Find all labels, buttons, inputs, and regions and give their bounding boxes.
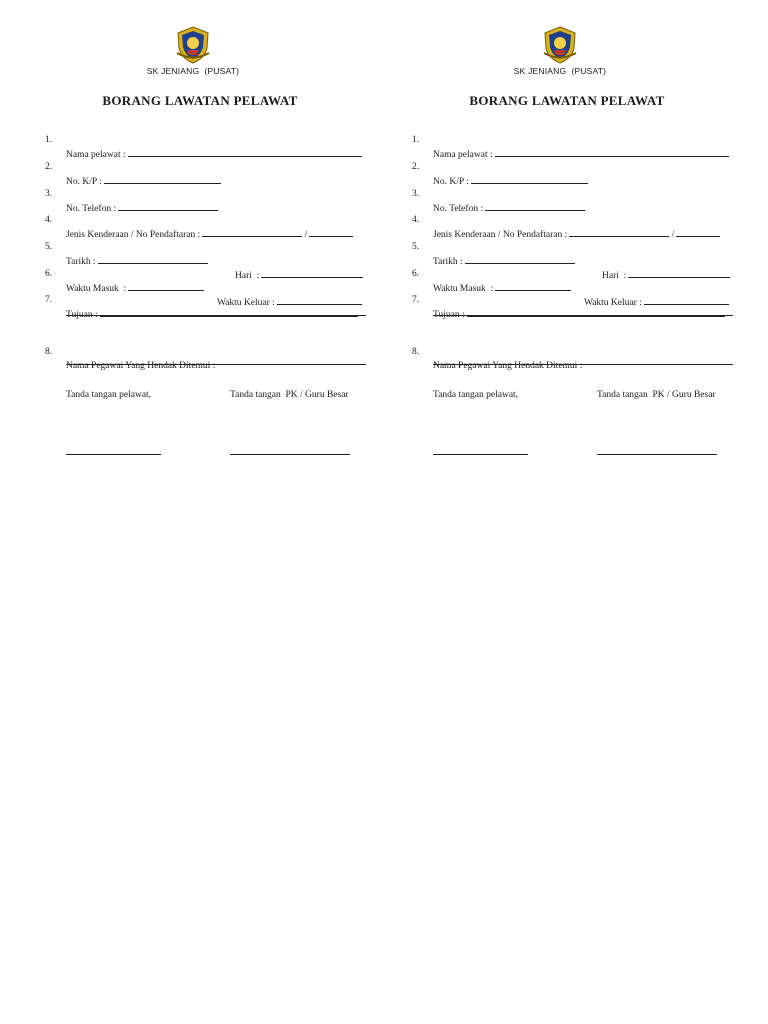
time-out-line[interactable] <box>277 295 362 305</box>
field-label: Nama Pegawai Yang Hendak Ditemui : <box>433 361 583 371</box>
officer-signature-line[interactable] <box>597 454 717 455</box>
officer-name-line[interactable] <box>433 364 733 365</box>
field-number: 1. <box>412 135 420 145</box>
school-name: SK JENIANG (PUSAT) <box>146 66 240 76</box>
field-number: 8. <box>45 347 53 357</box>
time-out-line[interactable] <box>644 295 729 305</box>
field-number: 8. <box>412 347 420 357</box>
field-officer-name <box>412 331 583 371</box>
field-label: Tarikh : <box>433 257 463 267</box>
field-label: No. K/P : <box>433 177 469 187</box>
field-number: 4. <box>412 215 420 225</box>
field-number: 1. <box>45 135 53 145</box>
field-number: 7. <box>412 295 420 305</box>
visitor-signature-label: Tanda tangan pelawat, <box>66 390 152 400</box>
field-label: Tujuan : <box>66 310 98 320</box>
school-crest-icon <box>542 26 578 64</box>
ic-number-line[interactable] <box>471 174 588 184</box>
field-label: Nama Pegawai Yang Hendak Ditemui : <box>66 361 216 371</box>
field-label: Hari : <box>602 271 627 281</box>
field-label: Waktu Keluar : <box>584 298 642 308</box>
field-label: Waktu Masuk : <box>433 284 494 294</box>
form-title: BORANG LAWATAN PELAWAT <box>102 93 298 108</box>
visitor-signature-label: Tanda tangan pelawat, <box>433 390 519 400</box>
time-in-line[interactable] <box>495 281 571 291</box>
time-in-line[interactable] <box>128 281 204 291</box>
date-line[interactable] <box>98 254 208 264</box>
field-label: Waktu Masuk : <box>66 284 127 294</box>
registration-line[interactable] <box>309 227 353 237</box>
field-label: No. Telefon : <box>433 204 484 214</box>
field-label: Nama pelawat : <box>66 150 126 160</box>
phone-line[interactable] <box>118 201 218 211</box>
field-number: 3. <box>412 189 420 199</box>
date-line[interactable] <box>465 254 575 264</box>
field-officer-name <box>45 331 216 371</box>
field-label: Hari : <box>235 271 260 281</box>
day-line[interactable] <box>261 268 363 278</box>
field-number: 5. <box>412 242 420 252</box>
field-number: 3. <box>45 189 53 199</box>
field-number: 6. <box>45 269 53 279</box>
field-number: 2. <box>45 162 53 172</box>
field-visitor-name <box>45 119 126 160</box>
field-number: 4. <box>45 215 53 225</box>
field-label: Nama pelawat : <box>433 150 493 160</box>
vehicle-type-line[interactable] <box>202 227 302 237</box>
field-label: No. Telefon : <box>66 204 117 214</box>
field-visitor-name <box>412 119 493 160</box>
officer-signature-line[interactable] <box>230 454 350 455</box>
field-label: Jenis Kenderaan / No Pendaftaran : <box>66 230 201 240</box>
purpose-line-2[interactable] <box>433 315 733 316</box>
officer-name-line[interactable] <box>66 364 366 365</box>
officer-signature-label: Tanda tangan PK / Guru Besar <box>597 390 716 400</box>
ic-number-line[interactable] <box>104 174 221 184</box>
field-label: Tujuan : <box>433 310 465 320</box>
visitor-form-right <box>412 0 742 470</box>
field-label: Jenis Kenderaan / No Pendaftaran : <box>433 230 568 240</box>
field-separator: / <box>304 230 308 240</box>
visitor-signature-line[interactable] <box>66 454 161 455</box>
field-number: 5. <box>45 242 53 252</box>
field-number: 2. <box>412 162 420 172</box>
visitor-name-line[interactable] <box>495 147 729 157</box>
form-title: BORANG LAWATAN PELAWAT <box>469 93 665 108</box>
field-number: 6. <box>412 269 420 279</box>
day-line[interactable] <box>628 268 730 278</box>
field-label: Waktu Keluar : <box>217 298 275 308</box>
purpose-line-2[interactable] <box>66 315 366 316</box>
registration-line[interactable] <box>676 227 720 237</box>
visitor-name-line[interactable] <box>128 147 362 157</box>
officer-signature-label: Tanda tangan PK / Guru Besar <box>230 390 349 400</box>
school-crest-icon <box>175 26 211 64</box>
school-name: SK JENIANG (PUSAT) <box>513 66 607 76</box>
visitor-form-left <box>45 0 375 470</box>
field-number: 7. <box>45 295 53 305</box>
visitor-signature-line[interactable] <box>433 454 528 455</box>
phone-line[interactable] <box>485 201 585 211</box>
field-label: No. K/P : <box>66 177 102 187</box>
vehicle-type-line[interactable] <box>569 227 669 237</box>
field-separator: / <box>671 230 675 240</box>
field-label: Tarikh : <box>66 257 96 267</box>
